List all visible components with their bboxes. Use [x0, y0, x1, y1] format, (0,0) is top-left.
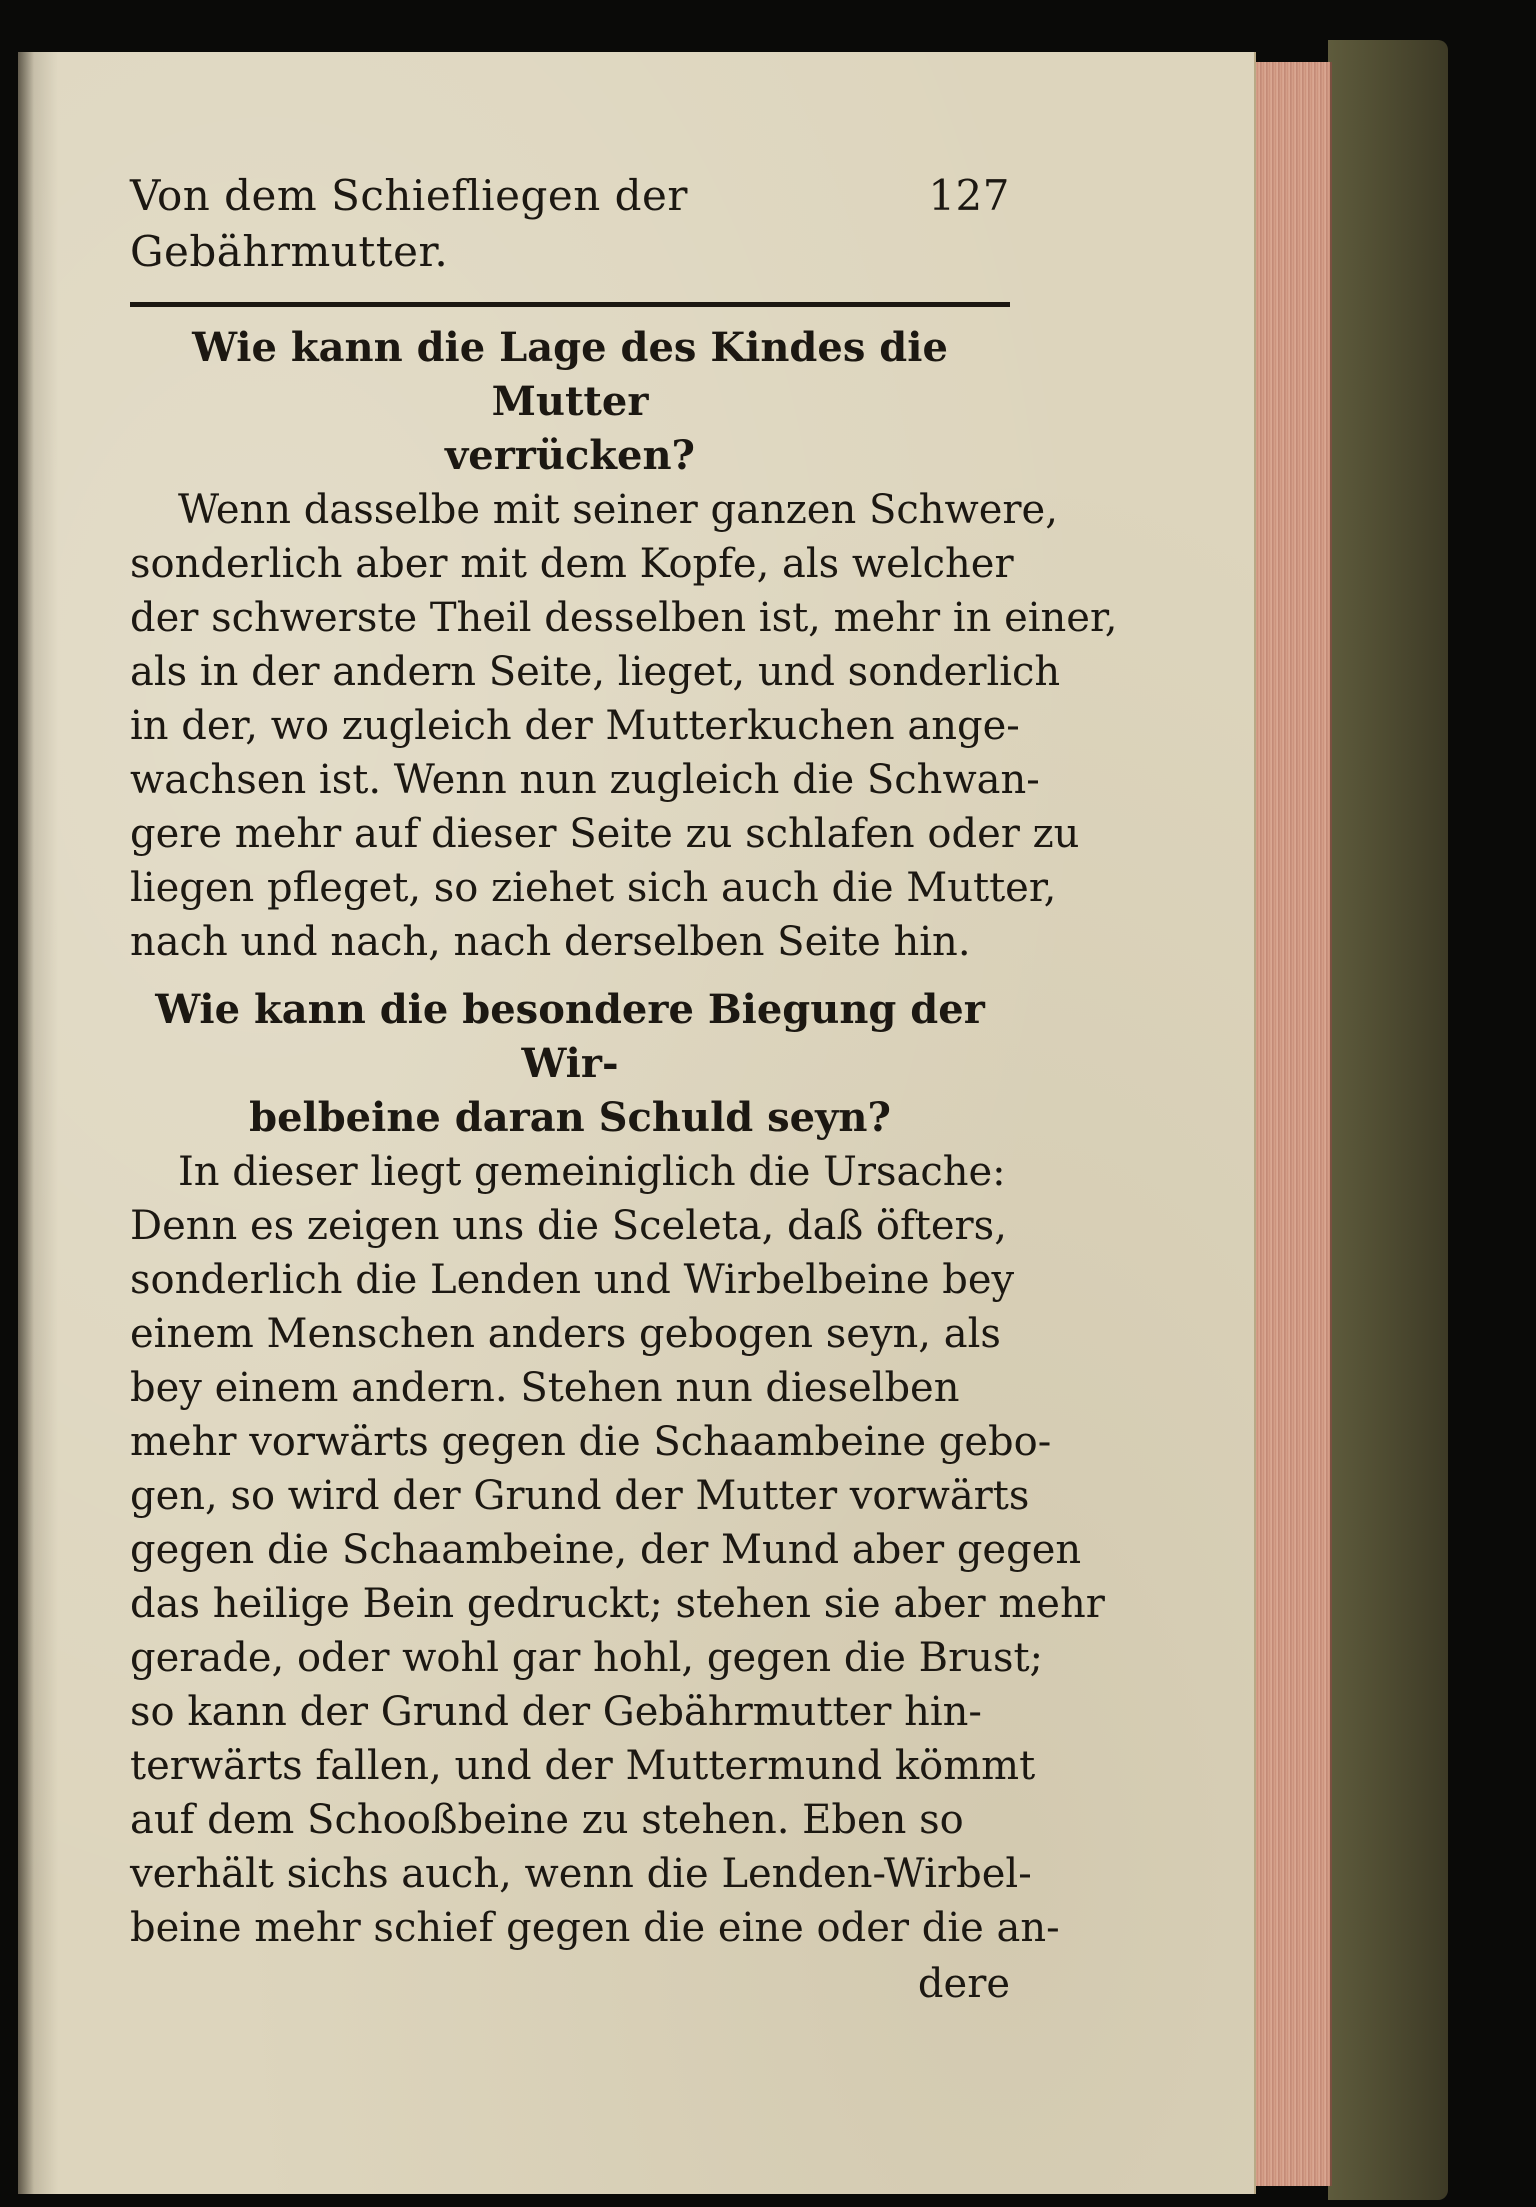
- catchword: dere: [917, 1961, 1010, 2007]
- answer-line: wachsen ist. Wenn nun zugleich die Schwan-: [130, 757, 1040, 803]
- question-line: belbeine daran Schuld seyn?: [249, 1094, 891, 1141]
- answer-line: gerade, oder wohl gar hohl, gegen die Brust;: [130, 1635, 1044, 1681]
- answer-line: der schwerste Theil desselben ist, mehr in einer,: [130, 595, 1118, 641]
- answer-line: terwärts fallen, und der Muttermund kömmt: [130, 1743, 1036, 1789]
- answer-line: liegen pfleget, so ziehet sich auch die Mutter,: [130, 865, 1057, 911]
- question-line: Wie kann die besondere Biegung der Wir-: [155, 986, 985, 1087]
- question-heading: [130, 321, 1010, 483]
- answer-line: einem Menschen anders gebogen seyn, als: [130, 1311, 1001, 1357]
- answer-line: sonderlich die Lenden und Wirbelbeine bey: [130, 1257, 1015, 1303]
- answer-line: nach und nach, nach derselben Seite hin.: [130, 919, 971, 965]
- running-head: [130, 168, 1010, 280]
- answer-line: bey einem andern. Stehen nun dieselben: [130, 1365, 960, 1411]
- question-line: Wie kann die Lage des Kindes die Mutter: [192, 324, 948, 425]
- running-head-title: Von dem Schiefliegen der Gebährmutter.: [130, 171, 688, 276]
- answer-line: mehr vorwärts gegen die Schaambeine gebo-: [130, 1419, 1052, 1465]
- header-rule: [130, 302, 1010, 307]
- answer-line: so kann der Grund der Gebährmutter hin-: [130, 1689, 982, 1735]
- page-number: 127: [928, 171, 1010, 220]
- answer-line: auf dem Schooßbeine zu stehen. Eben so: [130, 1797, 964, 1843]
- answer-line: als in der andern Seite, lieget, und sonderlich: [130, 649, 1061, 695]
- section-1: [130, 321, 1118, 969]
- page-text: [130, 168, 1118, 2011]
- answer-line: Denn es zeigen uns die Sceleta, daß öfters,: [130, 1203, 1007, 1249]
- answer-line: in der, wo zugleich der Mutterkuchen ange-: [130, 703, 1020, 749]
- answer-line: gegen die Schaambeine, der Mund aber gegen: [130, 1527, 1082, 1573]
- section-2: [130, 983, 1105, 1955]
- question-heading: [130, 983, 1010, 1145]
- gutter-shadow: [18, 52, 34, 2194]
- answer-line: das heilige Bein gedruckt; stehen sie aber mehr: [130, 1581, 1105, 1627]
- answer-line: sonderlich aber mit dem Kopfe, als welcher: [130, 541, 1014, 587]
- question-line: verrücken?: [445, 432, 695, 479]
- answer-line: verhält sichs auch, wenn die Lenden-Wirbel-: [130, 1851, 1032, 1897]
- answer-line: gere mehr auf dieser Seite zu schlafen oder zu: [130, 811, 1080, 857]
- answer-line: gen, so wird der Grund der Mutter vorwärts: [130, 1473, 1030, 1519]
- book-cover-edge: [1328, 40, 1448, 2200]
- answer-line: beine mehr schief gegen die eine oder die an-: [130, 1905, 1060, 1951]
- answer-paragraph: [130, 1145, 1105, 1955]
- answer-line: Wenn dasselbe mit seiner ganzen Schwere,: [178, 487, 1058, 533]
- answer-paragraph: [130, 483, 1118, 969]
- answer-line: In dieser liegt gemeiniglich die Ursache:: [178, 1149, 1006, 1195]
